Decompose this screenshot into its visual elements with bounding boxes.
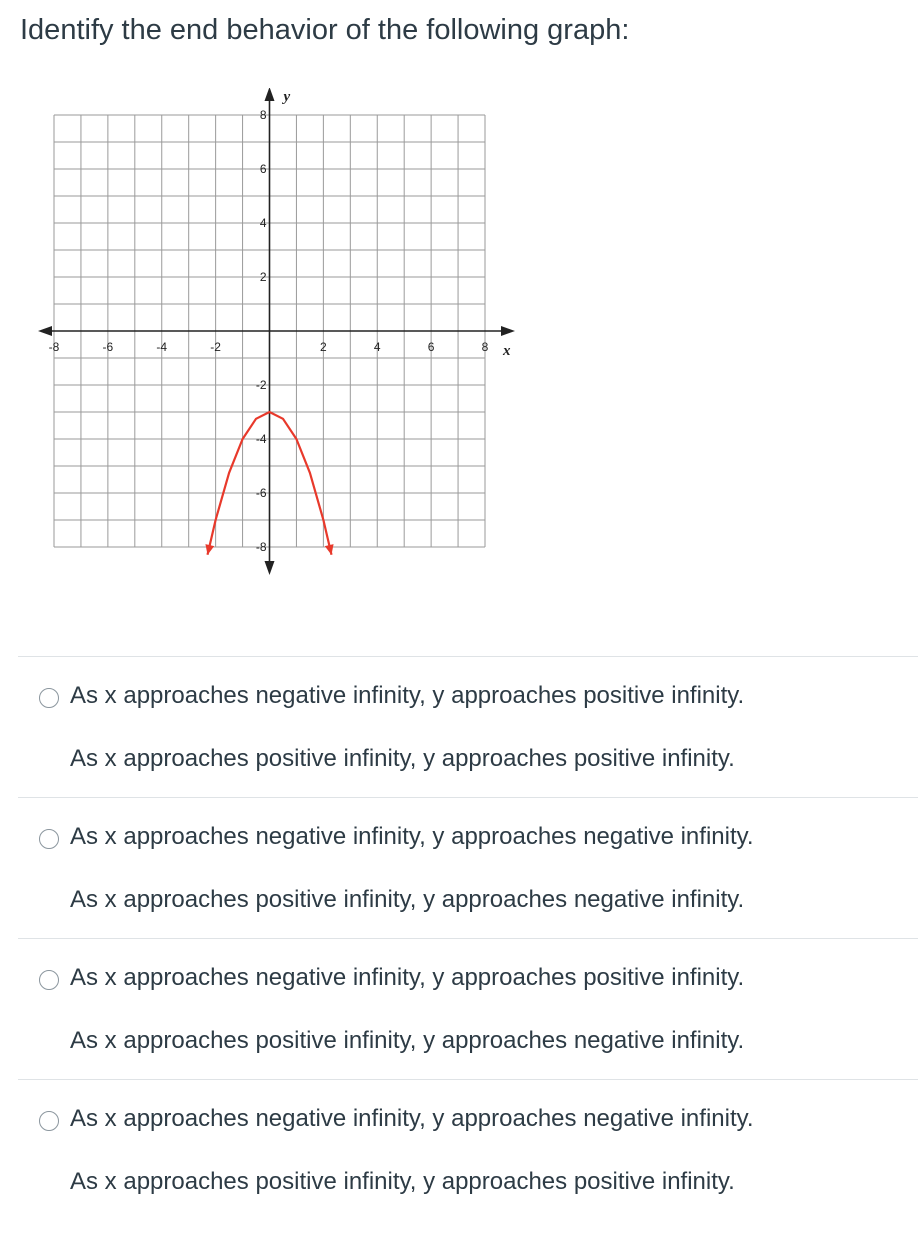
curve-arrow-left <box>205 544 214 555</box>
axes <box>38 88 515 575</box>
question-text: Identify the end behavior of the following graph: <box>20 14 630 46</box>
y-axis-arrow-bottom <box>265 561 275 575</box>
y-axis-label: y <box>283 89 291 105</box>
y-tick-label: -4 <box>255 432 267 446</box>
answer-list <box>18 656 918 1220</box>
answer-option-4-line2: As x approaches positive infinity, y approaches positive infinity. <box>70 1168 735 1195</box>
y-tick-label: 2 <box>259 270 267 284</box>
answer-option-3[interactable] <box>18 938 918 1079</box>
y-tick-label: -6 <box>255 486 267 500</box>
answer-option-1-line2: As x approaches positive infinity, y approaches positive infinity. <box>70 745 735 772</box>
x-tick-label: 8 <box>481 340 489 354</box>
x-axis-label: x <box>503 343 511 359</box>
x-tick-label: -8 <box>48 340 60 354</box>
answer-option-1-line1: As x approaches negative infinity, y approaches positive infinity. <box>70 682 745 709</box>
graph-svg <box>34 88 524 588</box>
radio-button[interactable] <box>39 829 59 849</box>
x-tick-label: -2 <box>210 340 221 354</box>
radio-button[interactable] <box>39 1111 59 1131</box>
x-tick-label: -6 <box>102 340 114 354</box>
answer-option-2[interactable] <box>18 797 918 938</box>
x-tick-label: -4 <box>156 340 168 354</box>
graph <box>34 88 524 588</box>
y-axis-arrow-top <box>265 88 275 101</box>
y-tick-label: 8 <box>259 108 267 122</box>
y-tick-label: 4 <box>259 216 267 230</box>
answer-option-4[interactable] <box>18 1079 918 1220</box>
x-axis-arrow-left <box>38 326 52 336</box>
x-tick-label: 2 <box>320 340 327 354</box>
y-tick-label: 6 <box>259 162 267 176</box>
curve-arrow-right <box>325 544 334 555</box>
answer-option-2-line1: As x approaches negative infinity, y approaches negative infinity. <box>70 823 754 850</box>
radio-button[interactable] <box>39 688 59 708</box>
x-axis-arrow-right <box>501 326 515 336</box>
answer-option-2-line2: As x approaches positive infinity, y approaches negative infinity. <box>70 886 745 913</box>
x-tick-label: 6 <box>427 340 435 354</box>
answer-option-3-line2: As x approaches positive infinity, y approaches negative infinity. <box>70 1027 745 1054</box>
answer-option-3-line1: As x approaches negative infinity, y approaches positive infinity. <box>70 964 745 991</box>
radio-button[interactable] <box>39 970 59 990</box>
x-tick-label: 4 <box>373 340 381 354</box>
y-tick-label: -2 <box>255 378 267 392</box>
answer-option-4-line1: As x approaches negative infinity, y approaches negative infinity. <box>70 1105 754 1132</box>
y-tick-label: -8 <box>255 540 267 554</box>
answer-option-1[interactable] <box>18 656 918 797</box>
